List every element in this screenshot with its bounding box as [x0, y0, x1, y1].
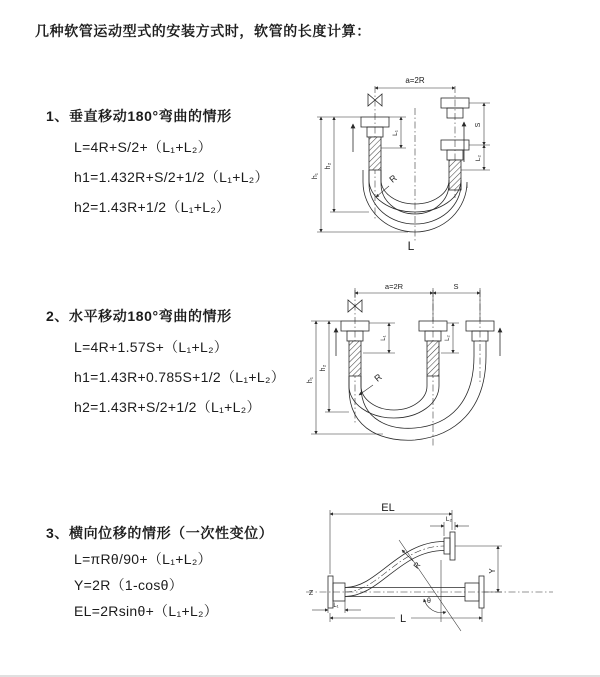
angle-theta-label: θ: [427, 598, 431, 605]
section-3-heading: 3、横向位移的情形（一次性变位）: [46, 525, 274, 541]
radius-label: R: [411, 560, 423, 571]
diagram-horizontal-180-bend: [303, 278, 600, 465]
dim-h1: h₁: [307, 376, 314, 384]
upper-flange: [450, 532, 455, 560]
dim-h2: h₂: [320, 364, 327, 372]
section-2-formula-h2: h2=1.43R+S/2+1/2（L₁+L₂）: [74, 399, 261, 415]
dimensions-1: [312, 76, 490, 253]
section-2-formula-L: L=4R+1.57S+（L₁+L₂）: [74, 339, 229, 355]
dim-s: S: [475, 122, 482, 128]
s-curve-hose: [345, 542, 444, 597]
section-1-heading: 1、垂直移动180°弯曲的情形: [46, 108, 232, 124]
axis-label: Z: [308, 590, 314, 597]
section-3-formula-Y: Y=2R（1-cosθ）: [74, 577, 184, 593]
dim-l2: L₂: [475, 154, 482, 162]
mid-braid: [427, 341, 439, 376]
hose-assembly-2: [336, 290, 500, 446]
page-title: 几种软管运动型式的安装方式时，软管的长度计算：: [35, 23, 371, 39]
dim-a-2r: a=2R: [405, 76, 425, 85]
dim-l1: L₁: [392, 130, 399, 136]
left-braid: [369, 137, 381, 170]
dim-s: S: [453, 282, 459, 291]
angle-diagonal-line: [399, 540, 461, 631]
right-braid: [449, 160, 461, 190]
dim-h1: h₁: [312, 172, 319, 180]
dimensions-2: [307, 282, 480, 434]
hose-assembly-3: [306, 532, 553, 631]
dim-l2: L₂: [445, 516, 453, 523]
section-2-heading: 2、水平移动180°弯曲的情形: [46, 308, 232, 324]
section-1-formula-L: L=4R+S/2+（L₁+L₂）: [74, 139, 212, 155]
diagram-vertical-180-bend: [308, 70, 598, 268]
dim-el: EL: [381, 502, 395, 514]
u-bend-curves: [349, 356, 486, 440]
length-label: L: [407, 239, 415, 253]
left-braid: [349, 341, 361, 376]
section-1-formula-h2: h2=1.43R+1/2（L₁+L₂）: [74, 199, 231, 215]
dim-l: L: [399, 613, 407, 625]
dim-h2: h₂: [325, 162, 332, 170]
dim-a-2r: a=2R: [384, 282, 404, 291]
section-3-formula-EL: EL=2Rsinθ+（L₁+L₂）: [74, 603, 219, 619]
dim-l1: L₁: [333, 603, 339, 609]
diagram-lateral-displacement: [298, 500, 600, 650]
dim-y: Y: [488, 568, 497, 574]
radius-label: R: [372, 371, 384, 384]
section-2-formula-h1: h1=1.43R+0.785S+1/2（L₁+L₂）: [74, 369, 285, 385]
dim-l2: L₂: [445, 335, 451, 341]
radius-label: R: [387, 172, 399, 185]
hose-assembly-1: [353, 86, 469, 242]
section-3-formula-L: L=πRθ/90+（L₁+L₂）: [74, 551, 212, 567]
dim-l1: L₁: [381, 335, 387, 341]
section-1-formula-h1: h1=1.432R+S/2+1/2（L₁+L₂）: [74, 169, 269, 185]
